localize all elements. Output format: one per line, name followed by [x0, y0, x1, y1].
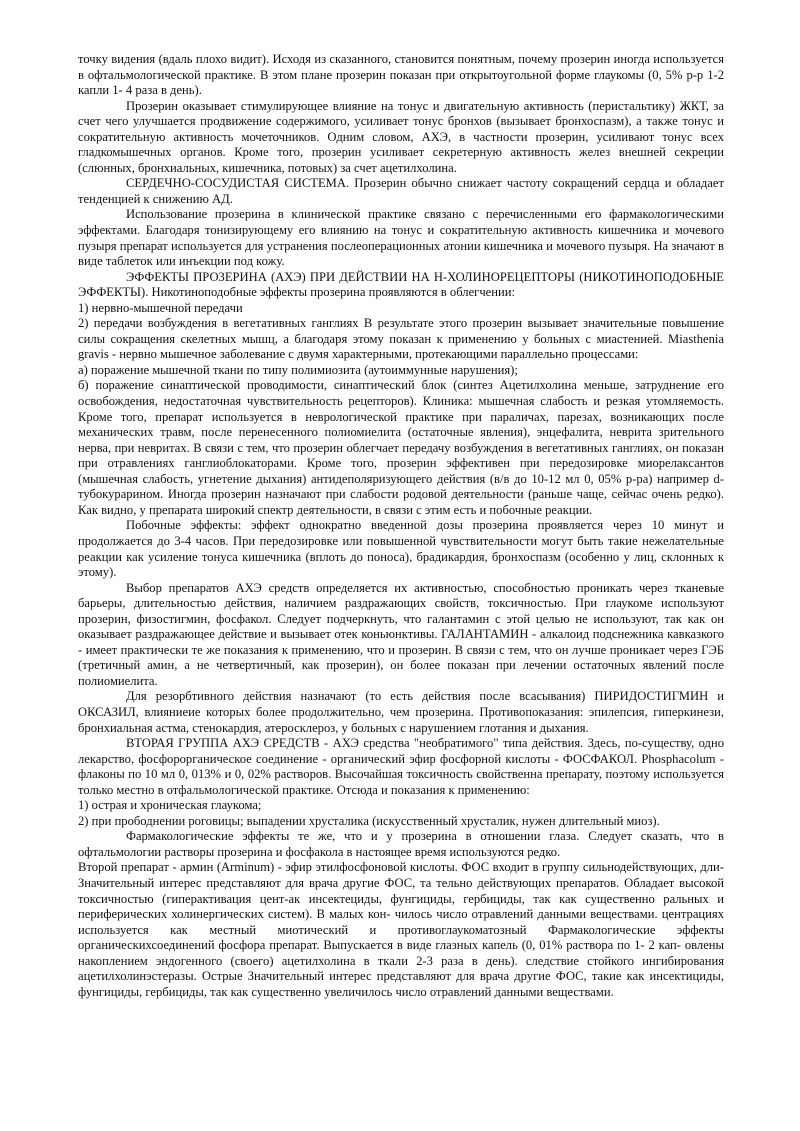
list-item: 1) нервно-мышечной передачи — [78, 300, 243, 315]
paragraph: Второй препарат - армин (Arminum) - эфир этилфосфоновой кислоты. ФОС входит в группу сильнодействующих, дли- Значительный интерес представляют для врача другие ФОС, та тельно действующих препаратов. Обладает высокой токсичностью (гиперактивация цент-ак инсектециды, фунгициды, гербициды, так как существенно ральных и периферических холинергических систем). В малых кон- чилось число отравлений данными веществами. центрациях используется как местный миотический и противоглаукоматозный Фармакологические эффекты органическихсоединений фосфора препарат. Выпускается в виде глазных капель (0, 01% раствора по 1- 2 кап- овлены накоплением эндогенного (своего) ацетилхолина в ткали 2-3 раза в день). следствие стойкого ингибирования ацетилхолинэстеразы. Острые Значительный интерес представляют для врача другие ФОС, такие как инсектициды, фунгициды, гербициды, так как существенно увеличилось число отравлений данными веществами. — [78, 860, 724, 999]
paragraph: Использование прозерина в клинической практике связано с перечисленными его фармакологическими эффектами. Благодаря тонизирующему его влиянию на тонус и сократительную активность кишечника и мочевого пузыря препарат используется для устранения послеоперационных атонии кишечника и мочевого пузыря. На значают в виде таблеток или инъекции под кожу. — [78, 207, 724, 269]
paragraph-heading: ЭФФЕКТЫ ПРОЗЕРИНА (АХЭ) ПРИ ДЕЙСТВИИ НА Н-ХОЛИНОРЕЦЕПТОРЫ (НИКОТИНОПОДОБНЫЕ ЭФФЕКТЫ). Никотиноподобные эффекты прозерина проявляются в облегчении: — [78, 269, 724, 300]
paragraph: СЕРДЕЧНО-СОСУДИСТАЯ СИСТЕМА. Прозерин обычно снижает частоту сокращений сердца и обладает тенденцией к снижению АД. — [78, 176, 724, 206]
list-item: 2) передачи возбуждения в вегетативных ганглиях В результате этого прозерин вызывает значительные повышение силы сокращения скелетных мышц, а благодаря этому показан к применению у больных с миастенией. Miasthenia gravis - нервно мышечное заболевание с двумя характерными, протекающими параллельно процессами: — [78, 316, 724, 362]
list-item: б) поражение синаптической проводимости, синаптический блок (синтез Ацетилхолина меньше, затруднение его освобождения, недостаточная чувствительность рецепторов). Клиника: мышечная слабость и резкая утомляемость. Кроме того, препарат используется в неврологической практике при параличах, парезах, возникающих после механических травм, после перенесенного полиомиелита (остаточные явления), энцефалита, неврита зрительного нерва, при невритах. В связи с тем, что прозерин облегчает передачу возбуждения в вегетативных ганглиях, он показан при отравлениях ганглиоблокаторами. Кроме того, прозерин эффективен при передозировке миорелаксантов (мышечная слабость, угнетение дыхания) антидеполяризующего действия (в/в до 10-12 мл 0, 05% р-ра) например d-тубокурарином. Иногда прозерин назначают при слабости родовой деятельности (раньше чаще, сейчас очень редко). Как видно, у препарата широкий спектр деятельности, в связи с этим есть и побочные реакции. — [78, 378, 724, 517]
list-item: а) поражение мышечной ткани по типу полимиозита (аутоиммунные нарушения); — [78, 362, 518, 377]
list-item: 2) при прободнении роговицы; выпадении хрусталика (искусственный хрусталик, нужен длительный миоз). — [78, 813, 660, 828]
paragraph: Выбор препаратов АХЭ средств определяется их активностью, способностью проникать через тканевые барьеры, длительностью действия, наличием раздражающих свойств, токсичностью. При глаукоме используют прозерин, физостигмин, фосфакол. Следует подчеркнуть, что галантамин с этой целью не используют, так как он оказывает раздражающее действие и вызывает отек коньюнктивы. ГАЛАНТАМИН - алкалоид подснежника кавказкого - имеет практически те же показания к применению, что и прозерин. В связи с тем, что он лучше проникает через ГЭБ (третичный амин, а не четвертичный, как прозерин), он более показан при лечении остаточных явлений после полиомиелита. — [78, 580, 724, 688]
paragraph: Прозерин оказывает стимулирующее влияние на тонус и двигательную активность (перистальтику) ЖКТ, за счет чего улучшается продвижение содержимого, усиливает тонус бронхов (вызывает бронхоспазм), а также тонус и сократительную активность мочеточников. Одним словом, АХЭ, в частности прозерин, усиливают тонус всех гладкомышечных органов. Кроме того, прозерин усиливает секретерную активность желез внешней секреции (слюнных, бронхиальных, кишечника, потовых) за счет ацетилхолина. — [78, 98, 724, 175]
paragraph: ВТОРАЯ ГРУППА АХЭ СРЕДСТВ - АХЭ средства "необратимого" типа действия. Здесь, по-существу, одно лекарство, фосфорорганическое соединение - органический эфир фосфорной кислоты - ФОСФАКОЛ. Phosphacolum - флаконы по 10 мл 0, 013% и 0, 02% растворов. Высочайшая токсичность свойственна препарату, поэтому используется только местно в отфальмологической практике. Отсюда и показания к применению: — [78, 736, 724, 797]
paragraph: Для резорбтивного действия назначают (то есть действия после всасывания) ПИРИДОСТИГМИН и ОКСАЗИЛ, влияниеие которых более продолжительно, чем прозерина. Противопоказания: эпилепсия, гиперкинези, бронхиальная астма, стенокардия, атеросклероз, у больных с нарушением глотания и дыхания. — [78, 689, 724, 735]
paragraph: точку видения (вдаль плохо видит). Исходя из сказанного, становится понятным, почему прозерин иногда используется в офтальмологической практике. В этом плане прозерин показан при открытоугольной форме глаукомы (0, 5% р-р 1-2 капли 1- 4 раза в день). — [78, 52, 724, 98]
list-item: 1) острая и хроническая глаукома; — [78, 798, 262, 813]
paragraph: Фармакологические эффекты те же, что и у прозерина в отношении глаза. Следует сказать, что в офтальмологии растворы прозерина и фосфакола в настоящее время используются редко. — [78, 829, 724, 859]
paragraph: Побочные эффекты: эффект однократно введенной дозы прозерина проявляется через 10 минут и продолжается до 3-4 часов. При передозировке или повышенной чувствительности могут быть такие нежелательные реакции как усиление тонуса кишечника (вплоть до поноса), брадикардия, бронхоспазм (особенно у лиц, склонных к этому). — [78, 518, 724, 580]
document-page — [78, 52, 724, 1000]
